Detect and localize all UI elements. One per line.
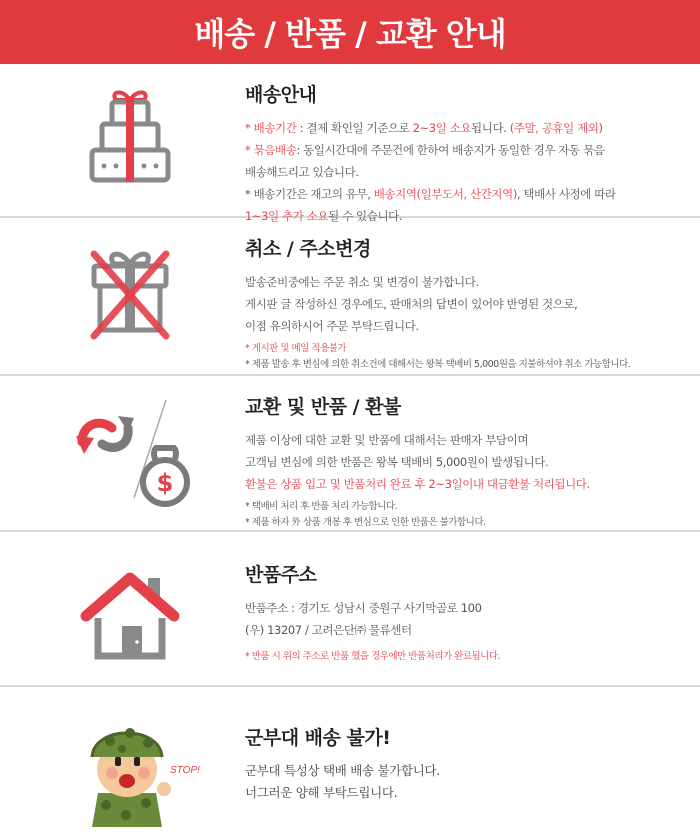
return-address-section	[0, 532, 700, 687]
bundle-shipping-text: : 동일시간대에 주문건에 한하여 배송지가 동일한 경우 자동 묶음	[296, 143, 605, 157]
page-title: 배송 / 반품 / 교환 안내	[194, 15, 506, 53]
shipping-title: 배송안내	[245, 84, 317, 106]
exchange-note-2: * 제품 하자 外 상품 개봉 후 변심으로 인한 반품은 불가합니다.	[245, 517, 486, 528]
cancel-note-2: * 제품 발송 후 변심에 의한 취소건에 대해서는 왕복 택배비 5,000원을 지불하셔야 취소 가능합니다.	[245, 359, 631, 370]
shipping-delay-region: 배송지역(일부도서, 산간지역)	[373, 187, 517, 201]
cancel-content	[245, 234, 680, 373]
bundle-shipping-label: * 묶음배송	[245, 143, 297, 157]
cancel-line-3: 이점 유의하시어 주문 부탁드립니다.	[245, 319, 419, 333]
shipping-period-exclusion: (주말, 공휴일 제외)	[509, 121, 603, 135]
stop-label: STOP!	[170, 765, 200, 776]
exchange-line-3: 환불은 상품 입고 및 반품처리 완료 후 2~3일이내 대금환불 처리됩니다.	[245, 477, 590, 491]
exchange-title: 교환 및 반품 / 환불	[245, 396, 401, 418]
military-content	[245, 723, 680, 804]
exchange-note-1: * 택배비 처리 후 반품 처리 가능합니다.	[245, 501, 398, 512]
military-line-1: 군부대 특성상 택배 배송 불가합니다.	[245, 763, 440, 778]
cancel-title: 취소 / 주소변경	[245, 238, 371, 260]
shipping-delay-text2: , 택배사 사정에 따라	[516, 187, 616, 201]
crossed-gift-icon	[70, 240, 190, 350]
shipping-delay-days: 1~3일 추가 소요	[245, 209, 329, 223]
military-section	[0, 687, 700, 835]
soldier-icon	[64, 697, 204, 827]
shipping-period-text: : 결제 확인일 기준으로	[296, 121, 413, 135]
return-address-content	[245, 560, 680, 665]
cancel-note-1: * 게시판 및 메일 적용불가	[245, 343, 347, 354]
shipping-period-text2: 됩니다.	[471, 121, 510, 135]
shipping-delay-line	[245, 183, 680, 205]
page-header	[0, 0, 700, 64]
bundle-shipping-line	[245, 139, 680, 161]
house-icon	[70, 564, 190, 674]
return-address-line-1: 반품주소 : 경기도 성남시 중원구 사기막골로 100	[245, 601, 482, 615]
gift-stack-icon	[70, 86, 190, 196]
shipping-content	[245, 80, 680, 227]
exchange-line-2: 고객님 변심에 의한 반품은 왕복 택배비 5,000원이 발생됩니다.	[245, 455, 549, 469]
shipping-period-line	[245, 117, 680, 139]
exchange-section	[0, 376, 700, 532]
military-line-2: 너그러운 양해 부탁드립니다.	[245, 785, 398, 800]
return-address-line-2: (우) 13207 / 고려은단㈜ 물류센터	[245, 623, 412, 637]
svg-text:$: $	[156, 469, 174, 497]
shipping-delay-text3: 될 수 있습니다.	[328, 209, 403, 223]
shipping-period-label: * 배송기간	[245, 121, 297, 135]
exchange-line-1: 제품 이상에 대한 교환 및 반품에 대해서는 판매자 부담이며	[245, 433, 529, 447]
return-address-title: 반품주소	[245, 564, 317, 586]
refund-icon	[70, 398, 190, 508]
military-title: 군부대 배송 불가!	[245, 727, 391, 749]
shipping-section	[0, 64, 700, 223]
cancel-section	[0, 218, 700, 376]
cancel-line-2: 게시판 글 작성하신 경우에도, 판매처의 답변이 있어야 반영된 것으로,	[245, 297, 578, 311]
shipping-delay-text: * 배송기간은 재고의 유무,	[245, 187, 374, 201]
cancel-line-1: 발송준비중에는 주문 취소 및 변경이 불가합니다.	[245, 275, 479, 289]
exchange-content	[245, 392, 680, 531]
return-address-note: * 반품 시 위의 주소로 반품 했을 경우에만 반품처리가 완료됩니다.	[245, 651, 501, 662]
bundle-shipping-line2: 배송해드리고 있습니다.	[245, 165, 359, 179]
shipping-period-days: 2~3일 소요	[412, 121, 472, 135]
